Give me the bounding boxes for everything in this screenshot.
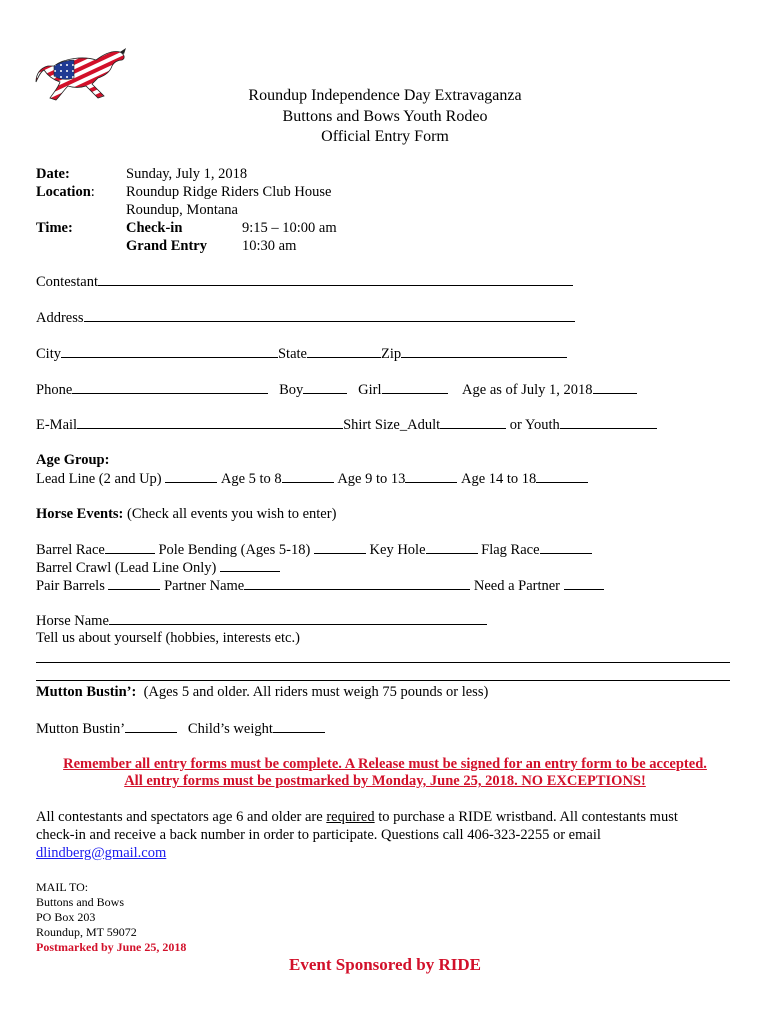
key-hole-field[interactable]	[426, 541, 478, 554]
title-line-1: Roundup Independence Day Extravaganza	[248, 87, 522, 104]
sponsor-text: Event Sponsored by RIDE	[289, 955, 481, 974]
title-line-3: Official Entry Form	[321, 128, 449, 145]
email-field[interactable]	[77, 416, 343, 429]
mutton-field[interactable]	[125, 720, 177, 733]
email-row	[36, 416, 657, 434]
mail-heading: MAIL TO:	[36, 880, 89, 894]
postmarked-note: Postmarked by June 25, 2018	[36, 940, 187, 954]
tell-us-line-2[interactable]	[36, 680, 730, 681]
mail-line-3: Roundup, MT 59072	[36, 925, 137, 939]
pair-barrels-field[interactable]	[108, 577, 160, 590]
flag-race-label: Flag Race	[481, 542, 540, 558]
events-row-3	[36, 577, 604, 595]
age-14-18-label: Age 14 to 18	[461, 471, 537, 487]
need-partner-label: Need a Partner	[473, 578, 561, 594]
girl-field[interactable]	[382, 381, 448, 394]
events-row-2	[36, 559, 280, 577]
partner-name-field[interactable]	[244, 577, 470, 590]
time-label: Time:	[36, 220, 73, 236]
age-group-row	[36, 470, 588, 488]
shirt-adult-field[interactable]	[440, 416, 506, 429]
barrel-crawl-field[interactable]	[220, 559, 280, 572]
pair-barrels-label: Pair Barrels	[36, 578, 105, 594]
warning-line-2: All entry forms must be postmarked by Monday, June 25, 2018. NO EXCEPTIONS!	[124, 773, 646, 789]
mail-line-1: Buttons and Bows	[36, 895, 125, 909]
grand-entry-label: Grand Entry	[126, 238, 207, 254]
pole-bending-label: Pole Bending (Ages 5-18)	[158, 542, 311, 558]
address-label: Address	[36, 310, 84, 326]
contestant-row	[36, 273, 573, 291]
events-row-1	[36, 541, 592, 559]
grand-entry-time: 10:30 am	[242, 238, 297, 254]
title-line-2: Buttons and Bows Youth Rodeo	[282, 108, 488, 125]
mutton-row	[36, 720, 325, 738]
age-group-heading: Age Group:	[36, 452, 110, 468]
boy-field[interactable]	[303, 381, 347, 394]
warning-line-1: Remember all entry forms must be complete. A Release must be signed for an entry form to be accepted.	[63, 756, 707, 772]
age-field[interactable]	[593, 381, 637, 394]
notice-line-2: check-in and receive a back number in order to participate. Questions call 406-323-2255 or email	[36, 827, 601, 843]
mutton-label: Mutton Bustin’	[36, 721, 126, 737]
zip-field[interactable]	[401, 345, 567, 358]
age-5-8-label: Age 5 to 8	[220, 471, 282, 487]
address-field[interactable]	[84, 309, 575, 322]
mutton-heading: Mutton Bustin’:	[36, 684, 137, 700]
age-14-18-field[interactable]	[536, 470, 588, 483]
checkin-label: Check-in	[126, 220, 183, 236]
city-row	[36, 345, 567, 363]
location-label: Location:	[36, 184, 95, 200]
email-link[interactable]: dlindberg@gmail.com	[36, 845, 167, 861]
contestant-label: Contestant	[36, 274, 99, 290]
state-label: State	[277, 346, 307, 362]
age-9-13-label: Age 9 to 13	[337, 471, 406, 487]
mutton-heading-row	[36, 684, 488, 701]
lead-line-field[interactable]	[165, 470, 217, 483]
barrel-race-label: Barrel Race	[36, 542, 105, 558]
date-value: Sunday, July 1, 2018	[126, 166, 248, 182]
email-label: E-Mail	[36, 417, 78, 433]
age-label: Age as of July 1, 2018	[462, 382, 593, 398]
checkin-time: 9:15 – 10:00 am	[242, 220, 337, 236]
required-text: required	[326, 809, 375, 825]
barrel-crawl-label: Barrel Crawl (Lead Line Only)	[36, 560, 217, 576]
lead-line-label: Lead Line (2 and Up)	[36, 471, 162, 487]
horse-name-row	[36, 612, 487, 630]
girl-label: Girl	[358, 382, 382, 398]
city-label: City	[36, 346, 61, 362]
key-hole-label: Key Hole	[369, 542, 426, 558]
phone-field[interactable]	[72, 381, 268, 394]
contestant-field[interactable]	[98, 273, 573, 286]
horse-events-heading: Horse Events: (Check all events you wish to enter)	[36, 506, 337, 522]
location-value-1: Roundup Ridge Riders Club House	[126, 184, 332, 200]
mail-line-2: PO Box 203	[36, 910, 96, 924]
boy-label: Boy	[279, 382, 304, 398]
shirt-youth-field[interactable]	[560, 416, 657, 429]
flag-race-field[interactable]	[540, 541, 592, 554]
child-weight-label: Child’s weight	[187, 721, 273, 737]
state-field[interactable]	[307, 345, 381, 358]
date-label: Date:	[36, 166, 70, 182]
address-row	[36, 309, 575, 327]
zip-label: Zip	[380, 346, 402, 362]
age-9-13-field[interactable]	[405, 470, 457, 483]
barrel-race-field[interactable]	[105, 541, 155, 554]
horse-name-label: Horse Name	[36, 613, 109, 629]
need-partner-field[interactable]	[564, 577, 604, 590]
shirt-size-label: Shirt Size_Adult	[343, 417, 441, 433]
tell-us-line-1[interactable]	[36, 662, 730, 663]
partner-name-label: Partner Name	[164, 578, 245, 594]
notice-line-1: All contestants and spectators age 6 and older are required to purchase a RIDE wristband. All contestants must	[36, 809, 678, 825]
age-5-8-field[interactable]	[282, 470, 334, 483]
child-weight-field[interactable]	[273, 720, 325, 733]
or-youth-label: or Youth	[509, 417, 560, 433]
phone-label: Phone	[36, 382, 73, 398]
city-field[interactable]	[61, 345, 278, 358]
location-value-2: Roundup, Montana	[126, 202, 238, 218]
tell-us-label: Tell us about yourself (hobbies, interests etc.)	[36, 630, 300, 646]
phone-row	[36, 381, 637, 399]
mutton-desc: (Ages 5 and older. All riders must weigh 75 pounds or less)	[143, 684, 489, 700]
horse-name-field[interactable]	[109, 612, 487, 625]
pole-bending-field[interactable]	[314, 541, 366, 554]
